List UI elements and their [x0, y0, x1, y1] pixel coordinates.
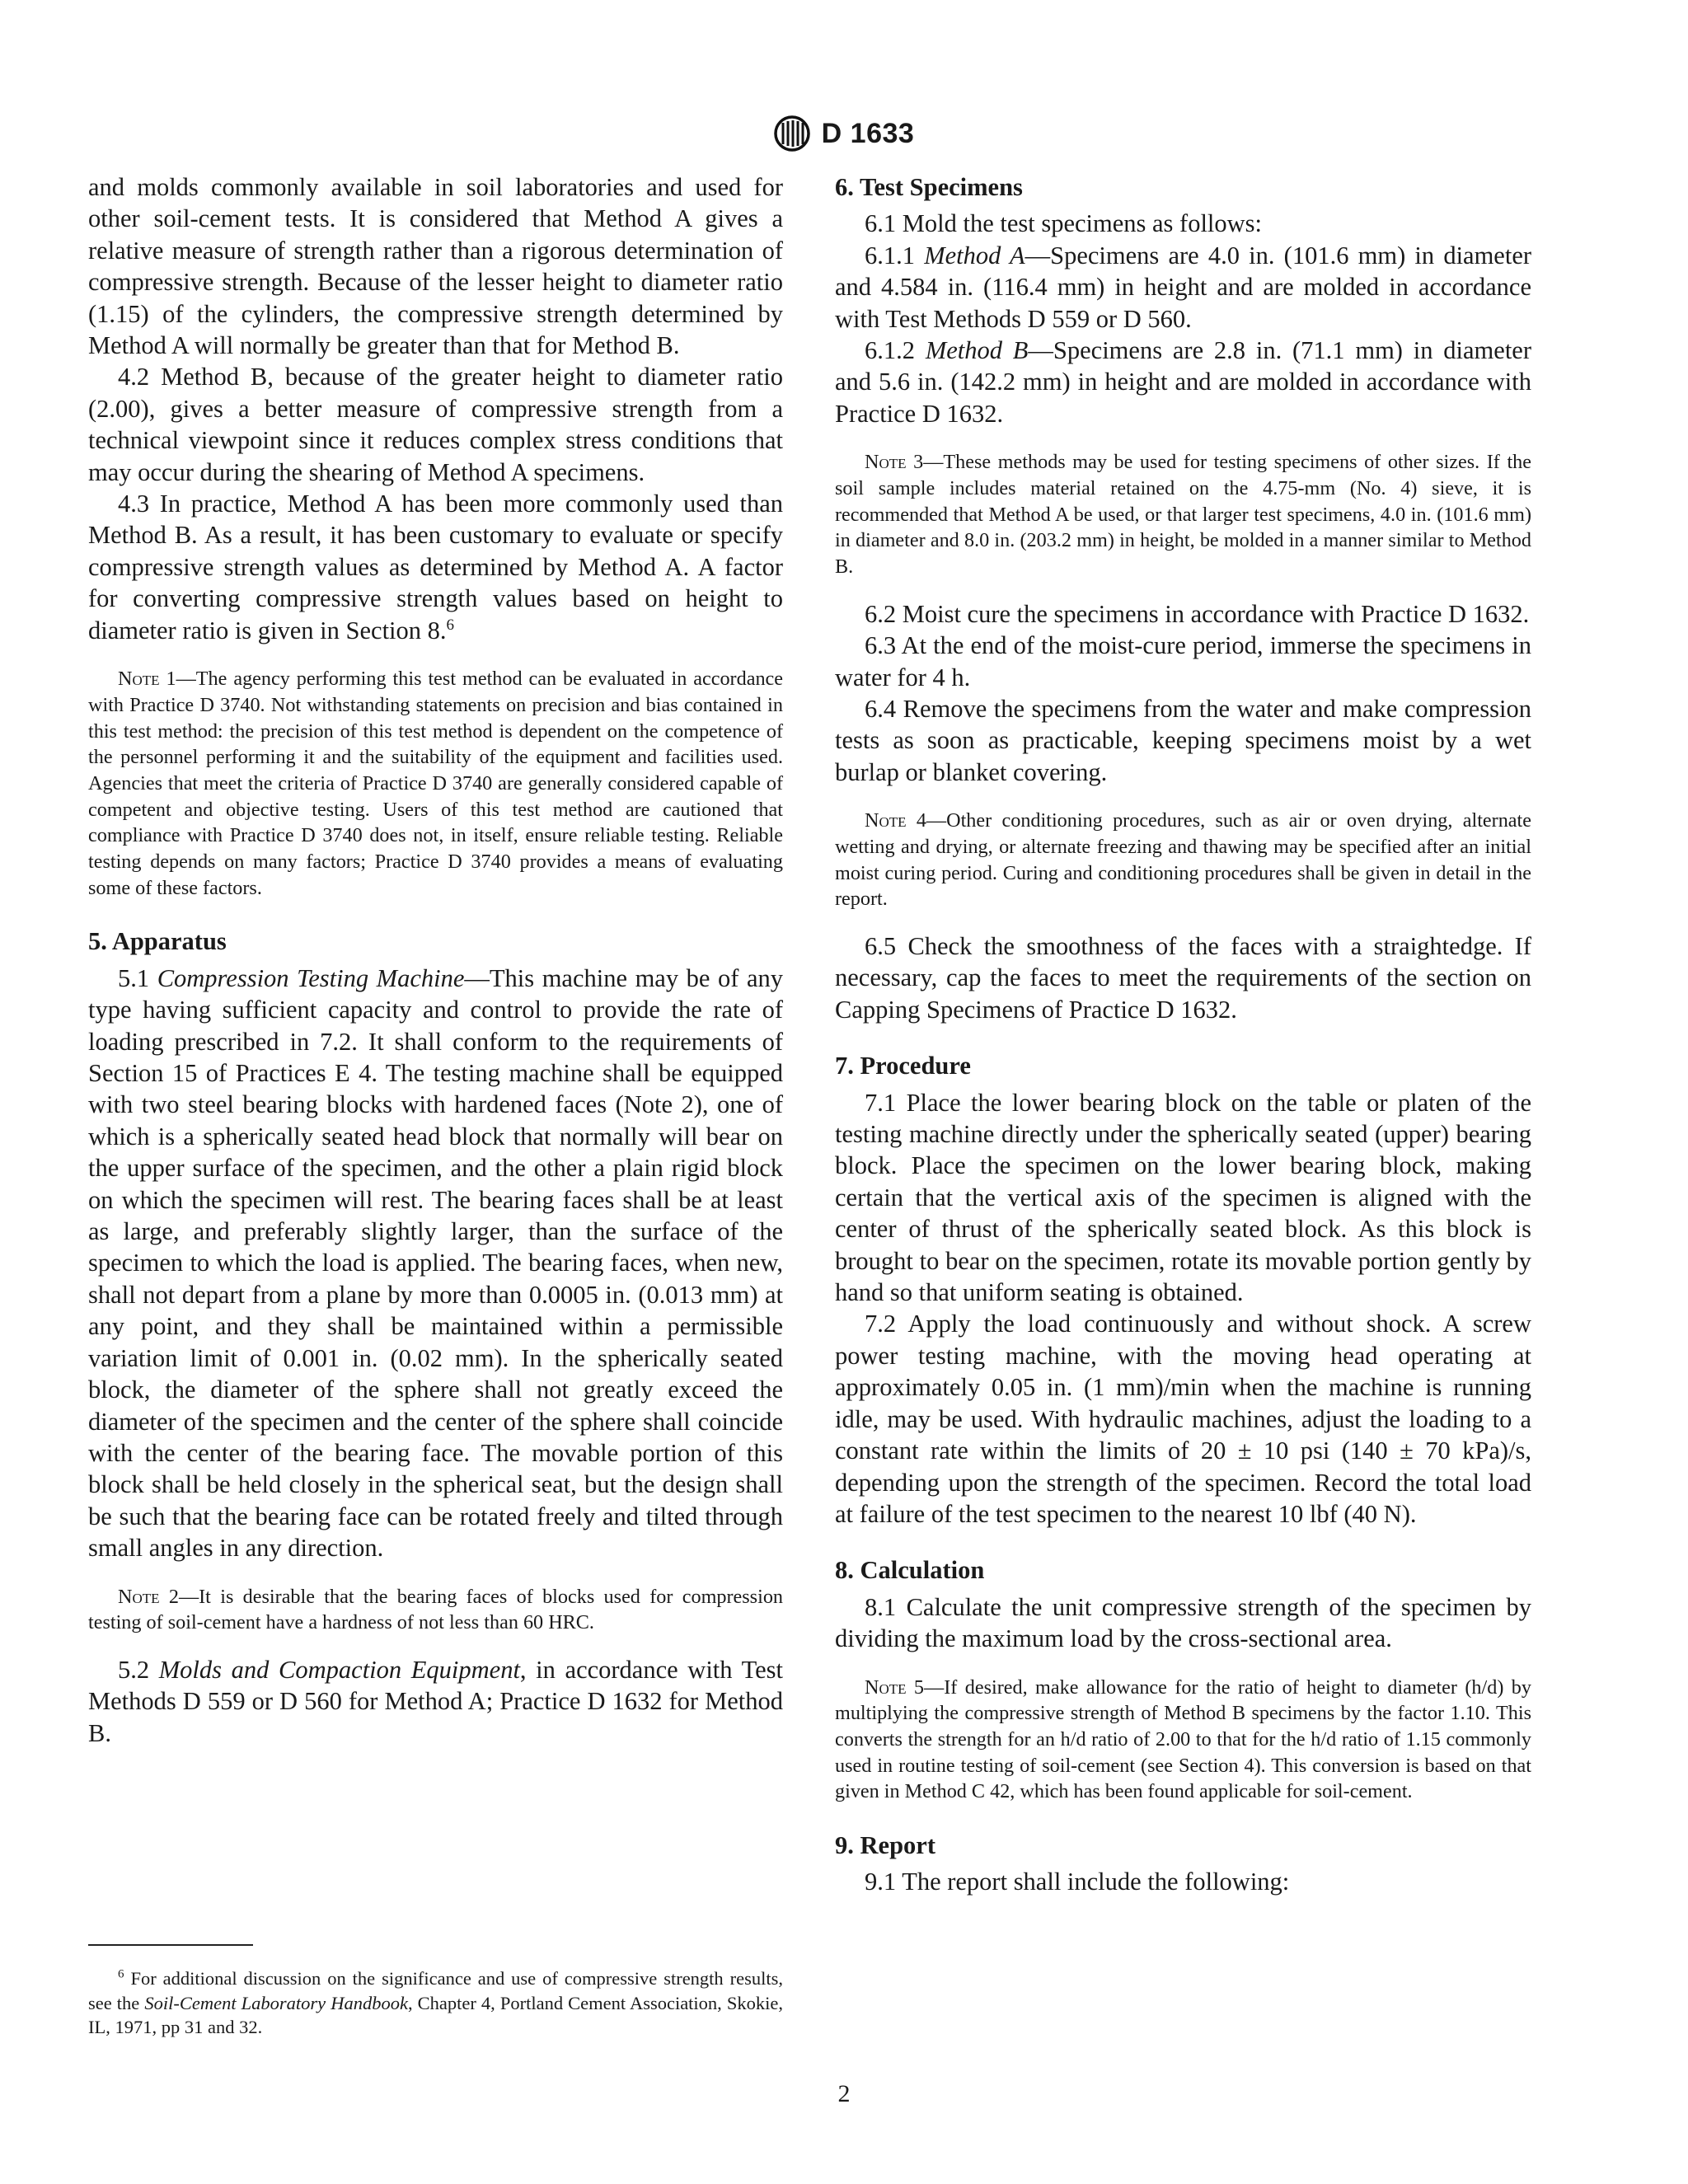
paragraph-5-1-number: 5.1	[118, 963, 150, 992]
astm-logo-icon	[774, 115, 810, 152]
section-5-heading: 5. Apparatus	[88, 927, 227, 956]
section-7-heading: 7. Procedure	[835, 1052, 971, 1080]
note-2-text: —It is desirable that the bearing faces of blocks used for compression testing of soil-cement have a hardness of not less than 60 HRC.	[88, 1585, 784, 1634]
note-4	[835, 808, 1531, 912]
footnote-6	[88, 1966, 783, 2040]
paragraph-6-5: 6.5 Check the smoothness of the faces with a straightedge. If necessary, cap the faces to meet the requirements of the section on Capping Specimens of Practice D 1632.	[835, 932, 1531, 1024]
paragraph-6-1-2-number: 6.1.2	[865, 336, 915, 365]
section-8-heading: 8. Calculation	[835, 1556, 985, 1585]
paragraph-5-1	[88, 963, 783, 1564]
paragraph-6-3: 6.3 At the end of the moist-cure period, immerse the specimens in water for 4 h.	[835, 631, 1531, 691]
note-3-label: Note 3	[865, 451, 924, 474]
note-1-label: Note 1	[118, 668, 176, 691]
paragraph-6-2: 6.2 Moist cure the specimens in accordance with Practice D 1632.	[865, 599, 1530, 628]
paragraph-8-1: 8.1 Calculate the unit compressive strength of the specimen by dividing the maximum load by the cross-sectional area.	[835, 1592, 1531, 1653]
note-3-text: —These methods may be used for testing specimens of other sizes. If the soil sample includes material retained on the 4.75-mm (No. 4) sieve, it is recommended that Method A be used, or that larger test specimens, 4.0 in. (101.6 mm) in diameter and 8.0 in. (203.2 mm) in height, be molded in a manner similar to Method B.	[835, 451, 1532, 579]
note-5-label: Note 5	[865, 1675, 925, 1699]
paragraph-4-1-continued: and molds commonly available in soil laboratories and used for other soil-cement tests. It is considered that Method A gives a relative measure of strength rather than a rigorous determination of compressive strength. Because of the lesser height to diameter ratio (1.15) of the cylinders, the compressive strength determined by Method A will normally be greater than that for Method B.	[88, 173, 783, 360]
paragraph-5-1-text: —This machine may be of any type having sufficient capacity and control to provide the rate of loading prescribed in 7.2. It shall conform to the requirements of Section 15 of Practices E 4. The testing machine shall be equipped with two steel bearing blocks with hardened faces (Note 2), one of which is a spherically seated head block that normally will bear on the upper surface of the specimen, and the other a plain rigid block on which the specimen will rest. The bearing faces shall be at least as large, and preferably slightly larger, than the surface of the specimen to which the load is applied. The bearing faces, when new, shall not depart from a plane by more than 0.0005 in. (0.013 mm) at any point, and they shall be maintained within a permissible variation limit of 0.001 in. (0.02 mm). In the spherically seated block, the diameter of the sphere shall not greatly exceed the diameter of the specimen and the center of the sphere shall coincide with the center of the bearing face. The movable portion of this block shall be held closely in the spherical seat, but the design shall be such that the bearing face can be rotated freely and tilted through small angles in any direction.	[88, 963, 783, 1563]
paragraph-6-1-1-number: 6.1.1	[865, 241, 915, 269]
paragraph-4-3-text: 4.3 In practice, Method A has been more commonly used than Method B. As a result, it has been customary to evaluate or specify compressive strength values as determined by Method A. A factor for converting compressive strength values based on height to diameter ratio is given in Section 8.	[88, 490, 783, 644]
page-header	[0, 112, 1688, 155]
note-3	[835, 449, 1531, 580]
paragraph-5-2-text: , in accordance with Test Methods D 559 or D 560 for Method A; Practice D 1632 for Method B.	[88, 1655, 783, 1747]
paragraph-7-1: 7.1 Place the lower bearing block on the table or platen of the testing machine directly under the spherically seated (upper) bearing block. Place the specimen on the lower bearing block, making certain that the vertical axis of the specimen is aligned with the center of thrust of the spherically seated block. As this block is brought to bear on the specimen, rotate its movable portion gently by hand so that uniform seating is obtained.	[835, 1088, 1531, 1307]
section-6-heading: 6. Test Specimens	[835, 173, 1023, 201]
paragraph-9-1: 9.1 The report shall include the following:	[865, 1868, 1290, 1896]
note-4-label: Note 4	[865, 809, 926, 832]
paragraph-6-1-1-title: Method A	[924, 241, 1025, 269]
paragraph-5-2-title: Molds and Compaction Equipment	[158, 1655, 520, 1684]
note-2-label: Note 2	[118, 1585, 179, 1608]
paragraph-6-1-2-text: —Specimens are 2.8 in. (71.1 mm) in diameter and 5.6 in. (142.2 mm) in height and are molded in accordance with Practice D 1632.	[835, 336, 1531, 428]
paragraph-5-1-title: Compression Testing Machine	[157, 963, 465, 992]
footnote-6-text-b: , Chapter 4, Portland Cement Association, Skokie, IL, 1971, pp 31 and 32.	[88, 1992, 783, 2037]
section-9-heading: 9. Report	[835, 1831, 935, 1860]
footnote-6-text-a: For additional discussion on the significance and use of compressive strength results, see the	[88, 1968, 783, 2013]
note-2	[88, 1584, 783, 1636]
note-1-text: —The agency performing this test method can be evaluated in accordance with Practice D 3740. Not withstanding statements on precision and bias contained in this test method: the precision of this test method is dependent on the competence of the personnel performing it and the suitability of the equipment and facilities used. Agencies that meet the criteria of Practice D 3740 are generally considered capable of competent and objective testing. Users of this test method are cautioned that compliance with Practice D 3740 does not, in itself, ensure reliable testing. Reliable testing depends on many factors; Practice D 3740 provides a means of evaluating some of these factors.	[88, 668, 784, 899]
paragraph-6-4: 6.4 Remove the specimens from the water and make compression tests as soon as practicable, keeping specimens moist by a wet burlap or blanket covering.	[835, 694, 1531, 786]
note-4-text: —Other conditioning procedures, such as air or oven drying, alternate wetting and drying, or alternate freezing and thawing may be specified after an initial moist curing period. Curing and conditioning procedures shall be given in detail in the report.	[835, 809, 1531, 911]
left-column	[88, 171, 783, 1749]
paragraph-6-1-1-text: —Specimens are 4.0 in. (101.6 mm) in diameter and 4.584 in. (116.4 mm) in height and are molded in accordance with Test Methods D 559 or D 560.	[835, 241, 1532, 333]
paragraph-4-2: 4.2 Method B, because of the greater height to diameter ratio (2.00), gives a better measure of compressive strength from a technical viewpoint since it reduces complex stress conditions that may occur during the shearing of Method A specimens.	[88, 363, 783, 486]
note-5	[835, 1675, 1531, 1806]
paragraph-6-1-2-title: Method B	[925, 336, 1029, 365]
document-number: D 1633	[821, 117, 915, 149]
note-1	[88, 666, 783, 901]
footnote-divider	[88, 1944, 253, 1946]
footnote-6-title: Soil-Cement Laboratory Handbook	[144, 1992, 408, 2013]
note-5-text: —If desired, make allowance for the ratio of height to diameter (h/d) by multiplying the compressive strength of Method B specimens by the factor 1.10. This converts the strength for an h/d ratio of 2.00 to that for the h/d ratio of 1.15 commonly used in routine testing of soil-cement (see Section 4). This conversion is based on that given in Method C 42, which has been found applicable for soil-cement.	[835, 1675, 1531, 1803]
page-number: 2	[837, 2080, 851, 2107]
paragraph-5-2-number: 5.2	[118, 1655, 150, 1684]
paragraph-6-1: 6.1 Mold the test specimens as follows:	[865, 209, 1263, 238]
paragraph-7-2: 7.2 Apply the load continuously and without shock. A screw power testing machine, with the moving head operating at approximately 0.05 in. (1 mm)/min when the machine is running idle, may be used. With hydraulic machines, adjust the loading to a constant rate within the limits of 20 ± 10 psi (140 ± 70 kPa)/s, depending upon the strength of the specimen. Record the total load at failure of the test specimen to the nearest 10 lbf (40 N).	[835, 1310, 1531, 1528]
paragraph-6-1-1	[835, 240, 1531, 335]
paragraph-6-1-2	[835, 335, 1531, 429]
footnote-ref-6: 6	[446, 616, 455, 634]
footnote-6-marker: 6	[118, 1967, 124, 1981]
paragraph-5-2	[88, 1654, 783, 1749]
paragraph-4-3	[88, 488, 783, 646]
right-column	[835, 171, 1531, 1898]
